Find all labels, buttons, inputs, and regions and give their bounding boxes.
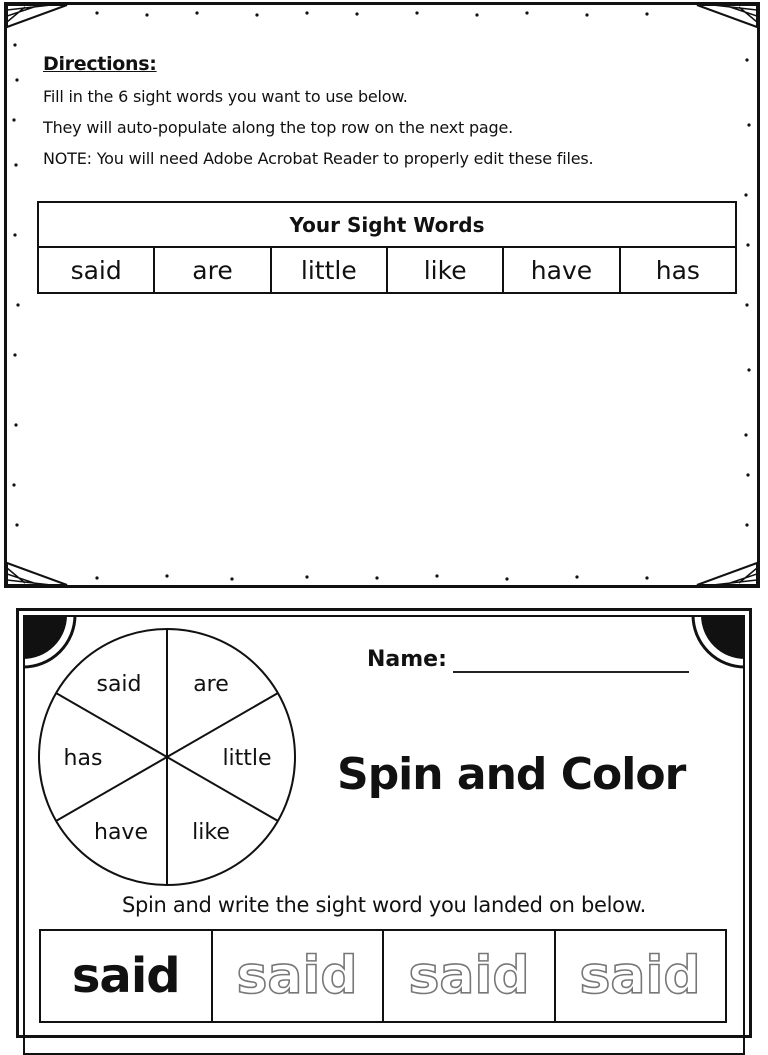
trace-word-cell[interactable] [383,930,555,1022]
corner-decoration-top-left [7,5,73,33]
sight-word-field[interactable]: are [154,247,270,293]
spinner-word: little [222,746,272,771]
sight-word-field[interactable]: have [503,247,619,293]
sight-word-field[interactable]: like [387,247,503,293]
corner-ornament-right [681,615,745,679]
outline-word [394,941,544,1011]
direction-line: Fill in the 6 sight words you want to use below. [43,87,408,106]
spinner-word: are [193,672,229,697]
sight-word-field[interactable]: said [38,247,154,293]
svg-text:said: said [408,946,530,1006]
outline-word [222,941,372,1011]
table-row [40,930,726,1022]
svg-text:said: said [236,946,358,1006]
solid-word-cell [40,930,212,1022]
direction-line: They will auto-populate along the top row on the next page. [43,118,513,137]
spinner-word: has [63,746,103,771]
name-label: Name: [367,647,447,672]
spinner-word: have [94,820,148,845]
corner-decoration-bottom-right [691,557,757,585]
worksheet-title: Spin and Color [337,749,686,800]
name-line[interactable] [453,671,689,673]
writing-table [39,929,727,1023]
svg-text:said: said [579,946,701,1006]
sight-word-field[interactable]: little [271,247,387,293]
spinner-word: said [96,672,142,697]
spin-and-color-page [16,608,752,1038]
solid-word: said [71,948,180,1004]
corner-decoration-bottom-left [7,557,73,585]
directions-title: Directions: [43,53,157,75]
trace-word-cell[interactable] [212,930,384,1022]
directions-page [4,2,760,588]
spinner-word: like [192,820,230,845]
outline-word [565,941,715,1011]
corner-decoration-top-right [691,5,757,33]
sight-words-table [37,201,737,294]
spinner-wheel[interactable] [35,625,299,889]
direction-note: NOTE: You will need Adobe Acrobat Reader to properly edit these files. [43,149,594,168]
instruction-text: Spin and write the sight word you landed on below. [121,893,647,917]
sight-words-header: Your Sight Words [38,202,736,247]
trace-word-cell[interactable] [555,930,727,1022]
sight-word-field[interactable]: has [620,247,736,293]
